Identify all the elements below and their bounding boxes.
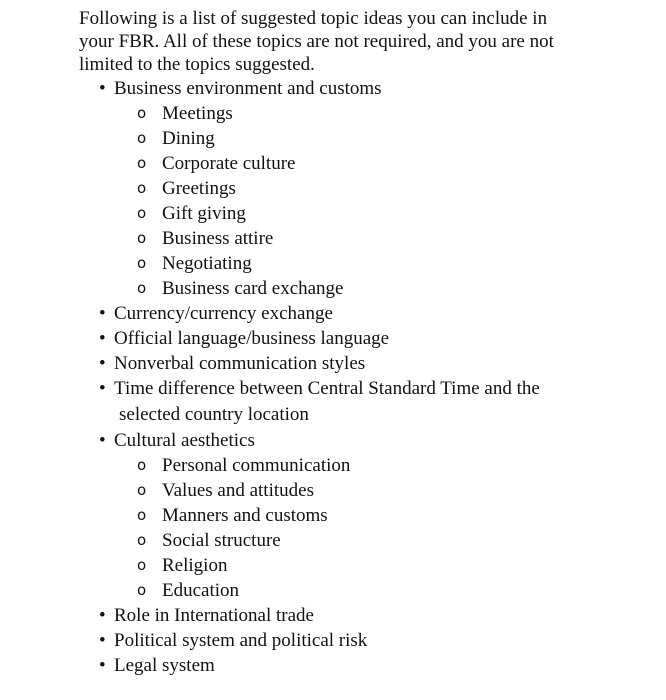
circle-bullet-icon: o: [137, 229, 147, 247]
subtopic-label: Social structure: [162, 530, 281, 551]
circle-bullet-icon: o: [137, 154, 147, 172]
bullet-icon: •: [99, 655, 106, 676]
subtopic-item: [79, 226, 649, 251]
subtopic-item: [79, 553, 649, 578]
subtopic-list: [79, 453, 649, 603]
intro-line-1: Following is a list of suggested topic ideas you can include in: [79, 8, 548, 29]
subtopic-label: Corporate culture: [162, 153, 296, 174]
topic-label-line-1: Time difference between Central Standard Time and the: [114, 378, 540, 399]
subtopic-label: Values and attitudes: [162, 480, 314, 501]
circle-bullet-icon: o: [137, 254, 147, 272]
subtopic-label: Gift giving: [162, 203, 246, 224]
circle-bullet-icon: o: [137, 581, 147, 599]
subtopic-label: Personal communication: [162, 455, 351, 476]
topic-item: [79, 76, 649, 301]
subtopic-item: [79, 478, 649, 503]
bullet-icon: •: [99, 430, 106, 451]
subtopic-label: Business card exchange: [162, 278, 344, 299]
topic-item: [79, 351, 649, 376]
intro-paragraph: [79, 7, 579, 76]
subtopic-label: Dining: [162, 128, 215, 149]
topic-list: [79, 76, 649, 678]
circle-bullet-icon: o: [137, 179, 147, 197]
circle-bullet-icon: o: [137, 531, 147, 549]
circle-bullet-icon: o: [137, 456, 147, 474]
circle-bullet-icon: o: [137, 279, 147, 297]
subtopic-list: [79, 101, 649, 301]
circle-bullet-icon: o: [137, 204, 147, 222]
topic-label: Official language/business language: [114, 328, 390, 349]
topic-label: Political system and political risk: [114, 630, 368, 651]
subtopic-item: [79, 126, 649, 151]
subtopic-label: Meetings: [162, 103, 233, 124]
subtopic-label: Negotiating: [162, 253, 252, 274]
subtopic-item: [79, 503, 649, 528]
circle-bullet-icon: o: [137, 104, 147, 122]
subtopic-label: Greetings: [162, 178, 236, 199]
topic-item: [79, 376, 649, 428]
bullet-icon: •: [99, 328, 106, 349]
topic-item: [79, 428, 649, 603]
topic-label: Legal system: [114, 655, 215, 676]
bullet-icon: •: [99, 605, 106, 626]
bullet-icon: •: [99, 630, 106, 651]
subtopic-item: [79, 176, 649, 201]
subtopic-item: [79, 101, 649, 126]
document-page: [79, 7, 649, 678]
bullet-icon: •: [99, 303, 106, 324]
topic-item: [79, 603, 649, 628]
subtopic-item: [79, 151, 649, 176]
topic-label-line-2: selected country location: [119, 404, 309, 425]
subtopic-item: [79, 251, 649, 276]
circle-bullet-icon: o: [137, 481, 147, 499]
topic-label: Currency/currency exchange: [114, 303, 333, 324]
topic-item: [79, 326, 649, 351]
topic-item: [79, 301, 649, 326]
circle-bullet-icon: o: [137, 506, 147, 524]
circle-bullet-icon: o: [137, 129, 147, 147]
bullet-icon: •: [99, 378, 106, 399]
subtopic-label: Business attire: [162, 228, 274, 249]
circle-bullet-icon: o: [137, 556, 147, 574]
topic-label: Business environment and customs: [114, 78, 382, 99]
subtopic-label: Education: [162, 580, 240, 601]
subtopic-item: [79, 201, 649, 226]
topic-item: [79, 628, 649, 653]
subtopic-item: [79, 276, 649, 301]
intro-line-3: limited to the topics suggested.: [79, 54, 315, 75]
subtopic-item: [79, 453, 649, 478]
intro-line-2: your FBR. All of these topics are not required, and you are not: [79, 31, 554, 52]
subtopic-label: Religion: [162, 555, 228, 576]
subtopic-item: [79, 578, 649, 603]
bullet-icon: •: [99, 353, 106, 374]
subtopic-item: [79, 528, 649, 553]
topic-label: Cultural aesthetics: [114, 430, 255, 451]
topic-label: Nonverbal communication styles: [114, 353, 366, 374]
topic-label: Role in International trade: [114, 605, 314, 626]
topic-item: [79, 653, 649, 678]
subtopic-label: Manners and customs: [162, 505, 328, 526]
bullet-icon: •: [99, 78, 106, 99]
